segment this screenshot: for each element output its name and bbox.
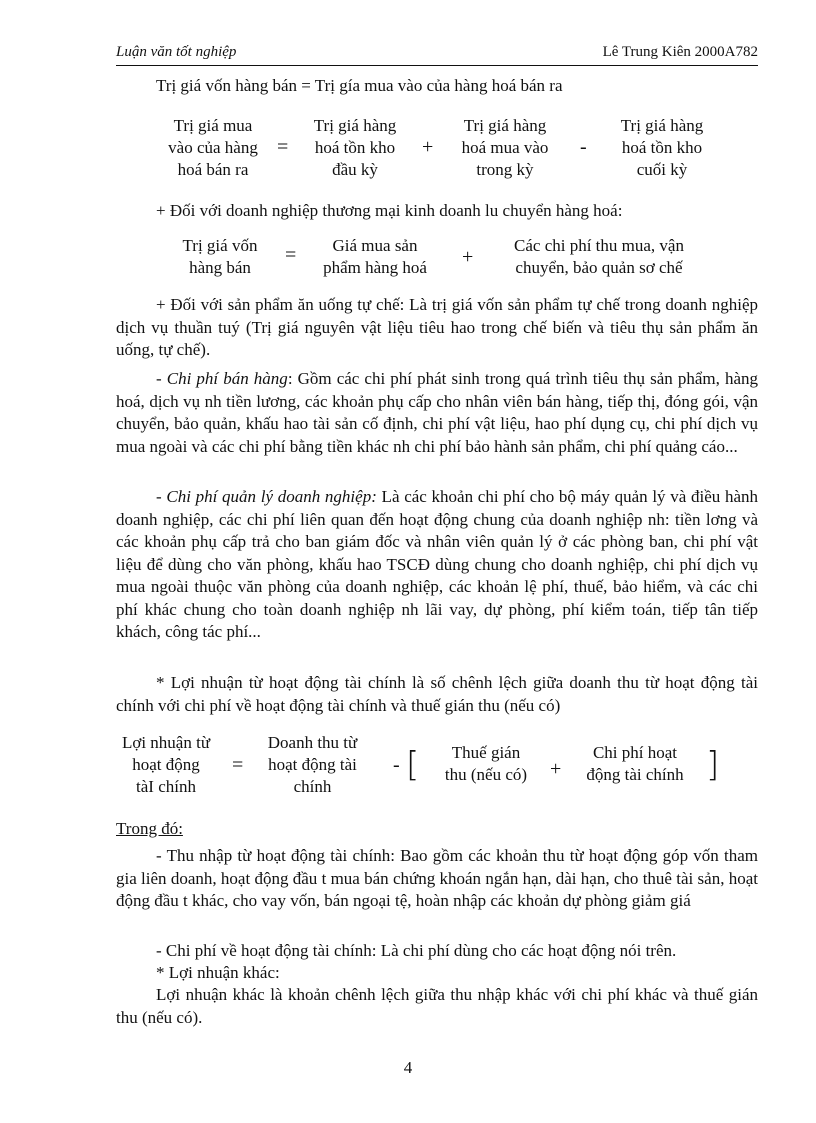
formula3-minus: -	[393, 754, 400, 776]
formula3-term-revenue: Doanh thu từ hoạt động tài chính	[267, 733, 358, 796]
trade-heading: + Đối với doanh nghiệp thương mại kinh doanh lu chuyển hàng hoá:	[156, 201, 623, 220]
formula1-term-closing: Trị giá hàng hoá tồn kho cuối kỳ	[620, 116, 704, 179]
formula3-right-bracket: ]	[706, 745, 720, 785]
header-left: Luận văn tốt nghiệp	[116, 44, 237, 60]
header-right: Lê Trung Kiên 2000A782	[602, 44, 758, 60]
formula2-term-cost: Trị giá vốn hàng bán	[182, 236, 258, 277]
page-number: 4	[403, 1058, 413, 1077]
financial-income-paragraph: - Thu nhập từ hoạt động tài chính: Bao gồm các khoản thu từ hoạt động góp vốn tham gia liên doanh, hoạt động đầu t mua bán chứng khoán ngắn hạn, dài hạn, cho thuê tài sản, hoạt động đầu t khác, cho vay vốn, bán ngoại tệ, hoàn nhập các khoản dự phòng giảm giá	[116, 846, 758, 910]
formula1-equals: =	[277, 136, 289, 158]
formula1-term-purchase: Trị giá mua vào của hàng hoá bán ra	[168, 116, 258, 179]
selling-expense-paragraph: - Chi phí bán hàng: Gồm các chi phí phát sinh trong quá trình tiêu thụ sản phẩm, hàng hoá, dịch vụ nh tiền lương, các khoản phụ cấp cho nhân viên bán hàng, tiếp thị, đóng gói, vận chuyển, bảo quản, khấu hao tài sản cố định, chi phí vật liệu, hao phí dụng cụ, chi phí dịch vụ mua ngoài và các chi phí bằng tiền khác nh chi phí bảo hành sản phẩm, chi phí quảng cáo...	[116, 369, 758, 456]
formula3-equals: =	[232, 754, 244, 776]
other-profit-paragraph: Lợi nhuận khác là khoản chênh lệch giữa thu nhập khác với chi phí khác và thuế gián thu (nếu có).	[116, 985, 758, 1027]
header-rule	[116, 65, 758, 66]
formula1-title: Trị giá vốn hàng bán = Trị gía mua vào của hàng hoá bán ra	[156, 76, 563, 95]
formula3-term-cost: Chi phí hoạt động tài chính	[586, 743, 684, 784]
formula3-term-tax: Thuế gián thu (nếu có)	[444, 743, 528, 784]
finance-profit-paragraph: * Lợi nhuận từ hoạt động tài chính là số chênh lệch giữa doanh thu từ hoạt động tài chính với chi phí về hoạt động tài chính và thuế gián thu (nếu có)	[116, 673, 758, 715]
formula1-plus: +	[422, 136, 434, 158]
formula3-left-bracket: [	[406, 745, 420, 785]
other-profit-heading: * Lợi nhuận khác:	[156, 963, 280, 982]
formula3-plus: +	[550, 758, 562, 780]
formula3-term-profit: Lợi nhuận từ hoạt động tàI chính	[121, 733, 211, 796]
formula1-minus: -	[580, 136, 587, 158]
formula2-term-expenses: Các chi phí thu mua, vận chuyển, bảo quản sơ chế	[514, 236, 684, 277]
trong-do-heading: Trong đó:	[116, 819, 183, 838]
formula1-term-bought: Trị giá hàng hoá mua vào trong kỳ	[461, 116, 549, 179]
food-paragraph: + Đối với sản phẩm ăn uống tự chế: Là trị giá vốn sản phẩm tự chế trong doanh nghiệp dịch vụ thuần tuý (Trị giá nguyên vật liệu tiêu hao trong chế biến và tiêu thụ sản phẩm ăn uống, tự chế).	[116, 295, 758, 359]
formula2-equals: =	[285, 244, 297, 266]
formula2-plus: +	[462, 246, 474, 268]
formula1-term-opening: Trị giá hàng hoá tồn kho đầu kỳ	[313, 116, 397, 179]
admin-expense-paragraph: - Chi phí quản lý doanh nghiệp: Là các khoản chi phí cho bộ máy quản lý và điều hành doanh nghiệp, các chi phí liên quan đến hoạt động chung của doanh nghiệp nh: tiền lơng và các khoản phụ cấp trả cho ban giám đốc và nhân viên quản lý ở các phòng ban, chi phí vật liệu để dùng cho văn phòng, khấu hao TSCĐ dùng chung cho doanh nghiệp, chi phí dịch vụ mua ngoài thuộc văn phòng của doanh nghiệp, các khoản lệ phí, thuế, bảo hiểm, và các chi phí khác chung cho toàn doanh nghiệp nh lãi vay, dự phòng, phí kiểm toán, tiếp tân tiếp khách, công tác phí...	[116, 487, 759, 641]
formula2-term-price: Giá mua sản phẩm hàng hoá	[323, 236, 427, 277]
financial-expense-line: - Chi phí về hoạt động tài chính: Là chi phí dùng cho các hoạt động nói trên.	[156, 941, 677, 960]
